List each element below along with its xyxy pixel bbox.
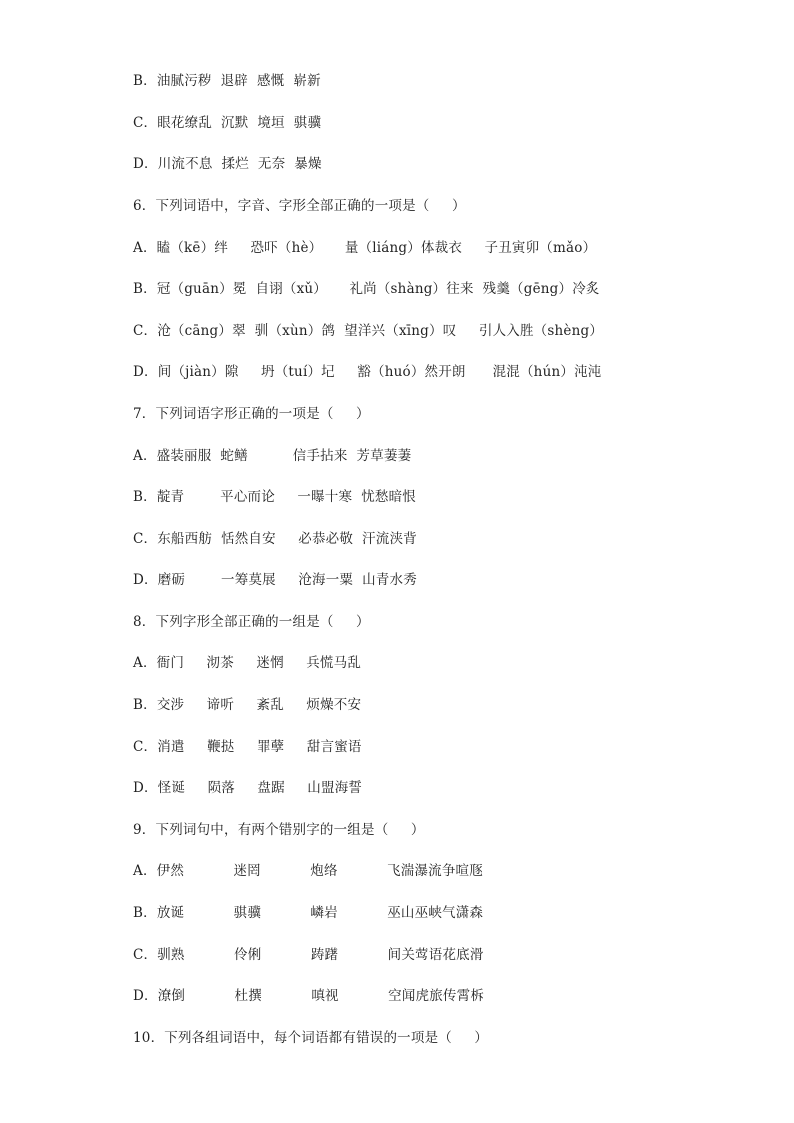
question-10-stem: 10．下列各组词语中，每个词语都有错误的一项是（ ） [133, 1030, 489, 1046]
question-7-option-c: C．东船西舫 恬然自安 必恭必敬 汗流浃背 [133, 531, 417, 547]
question-6-option-c: C．沧（cāng）翠 驯（xùn）鸽 望洋兴（xīng）叹 引人入胜（shèng） [133, 323, 604, 339]
question-9-option-b: B．放诞 骐骥 嶙岩 巫山巫峡气潇森 [133, 905, 484, 921]
question-7-option-a: A．盛装丽服 蛇鳝 信手拈来 芳草萋萋 [133, 448, 412, 464]
question-8-option-a: A．衙门 沏茶 迷惘 兵慌马乱 [133, 655, 362, 671]
option-b-line: B．油腻污秽 退辟 感慨 崭新 [133, 73, 321, 89]
question-7-option-d: D．磨砺 一筹莫展 沧海一粟 山青水秀 [133, 572, 417, 588]
option-c-line: C．眼花缭乱 沉默 境垣 骐骥 [133, 115, 322, 131]
question-9-stem: 9．下列词句中，有两个错别字的一组是（ ） [133, 822, 425, 838]
question-8-stem: 8．下列字形全部正确的一组是（ ） [133, 614, 370, 630]
question-8-option-b: B．交涉 谛听 紊乱 烦燥不安 [133, 697, 362, 713]
option-d-line: D．川流不息 揉烂 无奈 暴燥 [133, 156, 322, 172]
question-9-option-d: D．潦倒 杜撰 嗔视 空闻虎旅传霄柝 [133, 988, 485, 1004]
question-9-option-c: C．驯熟 伶俐 踌躇 间关莺语花底滑 [133, 947, 484, 963]
question-8-option-d: D．怪诞 陨落 盘踞 山盟海誓 [133, 780, 363, 796]
question-6-option-a: A．瞌（kē）绊 恐吓（hè） 量（liáng）体裁衣 子丑寅卯（mǎo） [133, 240, 597, 256]
question-6-option-d: D．间（jiàn）隙 坍（tuí）圮 豁（huó）然开朗 混混（hún）沌沌 [133, 364, 602, 380]
question-6-option-b: B．冠（guān）冕 自诩（xǔ） 礼尚（shàng）往来 残羹（gēng）冷炙 [133, 281, 600, 297]
question-7-stem: 7．下列词语字形正确的一项是（ ） [133, 406, 370, 422]
question-8-option-c: C．消遣 鞭挞 罪孽 甜言蜜语 [133, 739, 362, 755]
question-7-option-b: B．靛青 平心而论 一曝十寒 忧愁暗恨 [133, 489, 416, 505]
question-9-option-a: A．伊然 迷罔 炮络 飞湍瀑流争喧豗 [133, 863, 483, 879]
question-6-stem: 6．下列词语中，字音、字形全部正确的一项是（ ） [133, 198, 466, 214]
